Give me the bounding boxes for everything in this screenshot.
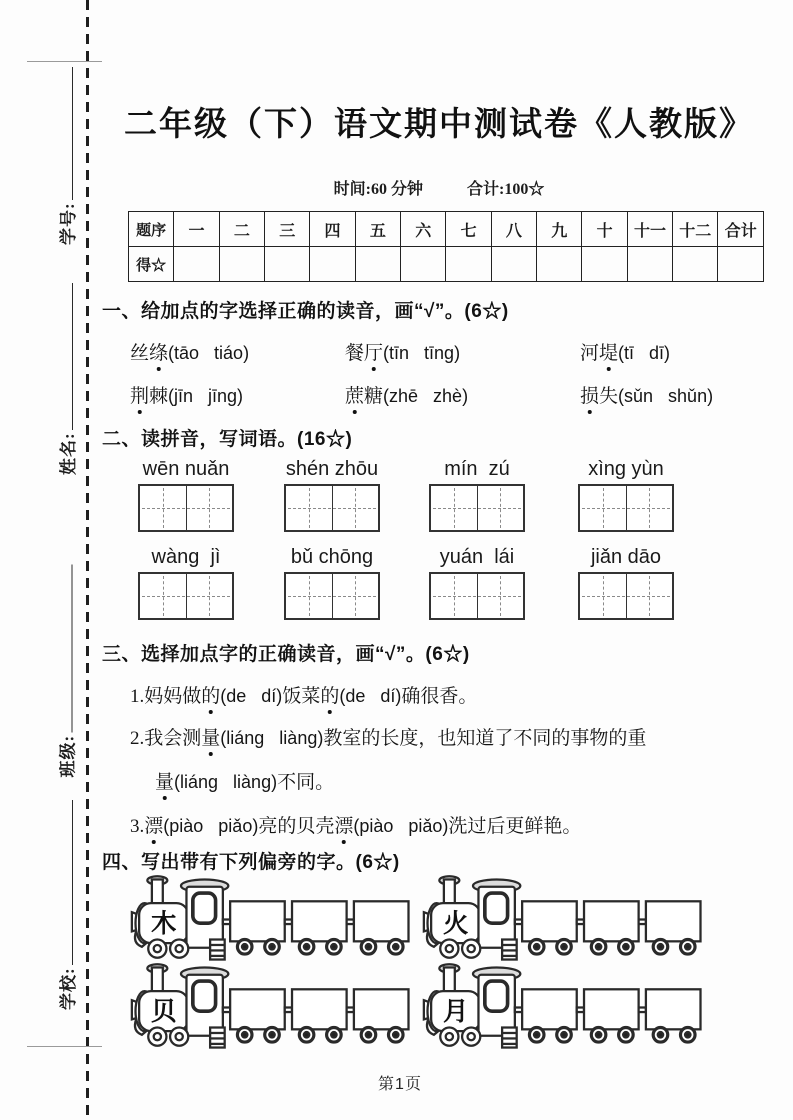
radical-label: 火 [442,909,469,939]
score-table [128,211,764,282]
page-number: 第1页 [378,1076,422,1093]
top-tick-line [27,61,102,62]
dotted-character: 堤 [599,343,619,364]
text-segment: (piào piǎo) [163,816,259,836]
name-label: 姓名: [58,432,78,475]
score-cell [355,247,400,282]
col-1: 一 [174,212,219,247]
score-row-header: 得☆ [129,247,174,282]
q3-sentence-1 [130,681,477,708]
dotted-character: 荆 [130,386,150,407]
dashed-cut-line [86,0,89,1120]
text-segment: 确很香。 [401,686,478,707]
pinyin-label: wàng jì [151,546,221,568]
character-cell [186,486,233,530]
text-segment: 亮的贝壳 [258,816,335,837]
character-cell [580,574,626,618]
dotted-character: 漂 [334,816,354,837]
dotted-character: 量 [201,728,221,749]
character-cell [286,574,332,618]
dotted-character: 的 [320,686,340,707]
pinyin-label: shén zhōu [285,458,379,480]
q1-item-sitao [130,338,249,365]
train-radical-shell [130,962,414,1053]
character-cell [140,486,186,530]
class-label: 班级: [58,734,77,778]
paper-subtitle [100,176,778,199]
text-segment: (sǔn shǔn) [618,386,714,406]
score-cell [310,247,355,282]
q1-item-zhetang [345,381,468,408]
dotted-character: 绦 [149,343,169,364]
character-cell [332,574,379,618]
train-illustration [422,874,706,965]
train-illustration [422,962,706,1053]
answer-write-box [429,572,525,620]
score-cell [446,247,491,282]
answer-write-box [578,484,674,532]
pinyin-label: bǔ chōng [290,546,374,568]
col-2: 二 [219,212,264,247]
score-cell [627,247,672,282]
answer-write-box [284,572,380,620]
class-blank-line [58,565,72,733]
train-illustration [130,962,414,1053]
paper-content [100,0,778,1120]
character-cell [332,486,379,530]
text-segment: (zhē zhè) [383,386,469,406]
score-cell [174,247,219,282]
answer-write-box [284,484,380,532]
text-segment: (tī dī) [618,343,671,363]
col-8: 八 [491,212,536,247]
dotted-character: 漂 [144,816,164,837]
q1-item-jingji [130,381,243,408]
text-segment: 糖 [364,386,384,407]
col-10: 十 [582,212,627,247]
time-limit: 时间:60 分钟 [333,181,423,198]
text-segment: (de dí) [339,686,402,706]
dotted-character: 的 [201,686,221,707]
text-segment: 饭菜 [282,686,321,707]
radical-label: 木 [150,909,177,939]
score-cell [673,247,718,282]
text-segment: (tīn tīng) [383,343,461,363]
text-segment: 棘 [149,386,169,407]
col-3: 三 [265,212,310,247]
q1-item-canting [345,338,460,365]
col-4: 四 [310,212,355,247]
train-radical-moon [422,962,706,1053]
text-segment: (jīn jīng) [168,386,244,406]
name-blank-line [59,283,73,430]
bottom-tick-line [27,1046,102,1047]
total-score: 合计:100☆ [467,181,545,198]
class-field [53,565,79,778]
col-9: 九 [537,212,582,247]
dotted-character: 量 [155,772,175,793]
score-table-score-row [129,247,764,282]
text-segment: (tāo tiáo) [168,343,250,363]
text-segment: 餐 [345,343,365,364]
answer-write-box [429,484,525,532]
question-order-header: 题序 [129,212,174,247]
answer-write-box [138,484,234,532]
text-segment: (de dí) [220,686,283,706]
q1-item-hedi [580,338,670,365]
text-segment: 丝 [130,343,150,364]
text-segment: 河 [580,343,600,364]
character-cell [140,574,186,618]
character-cell [626,486,673,530]
text-segment: 不同。 [277,772,335,793]
pinyin-label: wēn nuǎn [142,458,230,480]
character-cell [580,486,626,530]
question1-heading: 一、给加点的字选择正确的读音，画“√”。(6☆) [102,301,509,322]
character-cell [186,574,233,618]
col-7: 七 [446,212,491,247]
pinyin-label: mín zú [444,458,510,480]
text-segment: 教室的长度，也知道了不同的事物的重 [323,728,647,749]
dotted-character: 蔗 [345,386,365,407]
pinyin-label: xìng yùn [588,458,664,480]
train-radical-wood [130,874,414,965]
col-12: 十二 [673,212,718,247]
character-cell [477,574,524,618]
col-5: 五 [355,212,400,247]
character-cell [626,574,673,618]
name-field [53,283,79,475]
score-cell [718,247,764,282]
score-cell [401,247,446,282]
dotted-character: 厅 [364,343,384,364]
character-cell [286,486,332,530]
question2-heading: 二、读拼音，写词语。(16☆) [102,429,353,450]
col-6: 六 [401,212,446,247]
text-segment: 洗过后更鲜艳。 [448,816,582,837]
school-blank-line [59,800,73,965]
question4-heading: 四、写出带有下列偏旁的字。(6☆) [102,852,400,873]
text-segment: (liáng liàng) [220,728,324,748]
score-cell [582,247,627,282]
text-segment: 失 [599,386,619,407]
question3-heading: 三、选择加点字的正确读音，画“√”。(6☆) [102,644,470,665]
answer-write-box [578,572,674,620]
q3-sentence-3 [130,811,581,838]
student-id-label: 学号: [58,202,78,245]
school-field [53,800,79,1010]
text-segment: 1.妈妈做 [130,686,202,707]
character-cell [477,486,524,530]
answer-write-box [138,572,234,620]
q3-sentence-2-line1 [130,723,646,750]
score-cell [219,247,264,282]
school-label: 学校: [58,967,78,1010]
q1-item-sunshi [580,381,713,408]
score-cell [491,247,536,282]
character-cell [431,486,477,530]
text-segment: 2.我会测 [130,728,202,749]
paper-title: 二年级（下）语文期中测试卷《人教版》 [124,105,754,142]
text-segment: 3. [130,816,145,837]
q3-sentence-2-line2 [155,767,334,794]
score-cell [265,247,310,282]
train-illustration [130,874,414,965]
student-id-blank-line [59,67,73,200]
text-segment: (liáng liàng) [174,772,278,792]
score-table-header-row [129,212,764,247]
score-cell [537,247,582,282]
character-cell [431,574,477,618]
pinyin-label: jiǎn dāo [590,546,662,568]
student-id-field [53,67,79,245]
col-11: 十一 [627,212,672,247]
text-segment: (piào piǎo) [353,816,449,836]
pinyin-label: yuán lái [439,546,515,568]
radical-label: 月 [442,997,469,1027]
radical-label: 贝 [150,997,177,1027]
train-radical-fire [422,874,706,965]
col-total: 合计 [718,212,764,247]
dotted-character: 损 [580,386,600,407]
